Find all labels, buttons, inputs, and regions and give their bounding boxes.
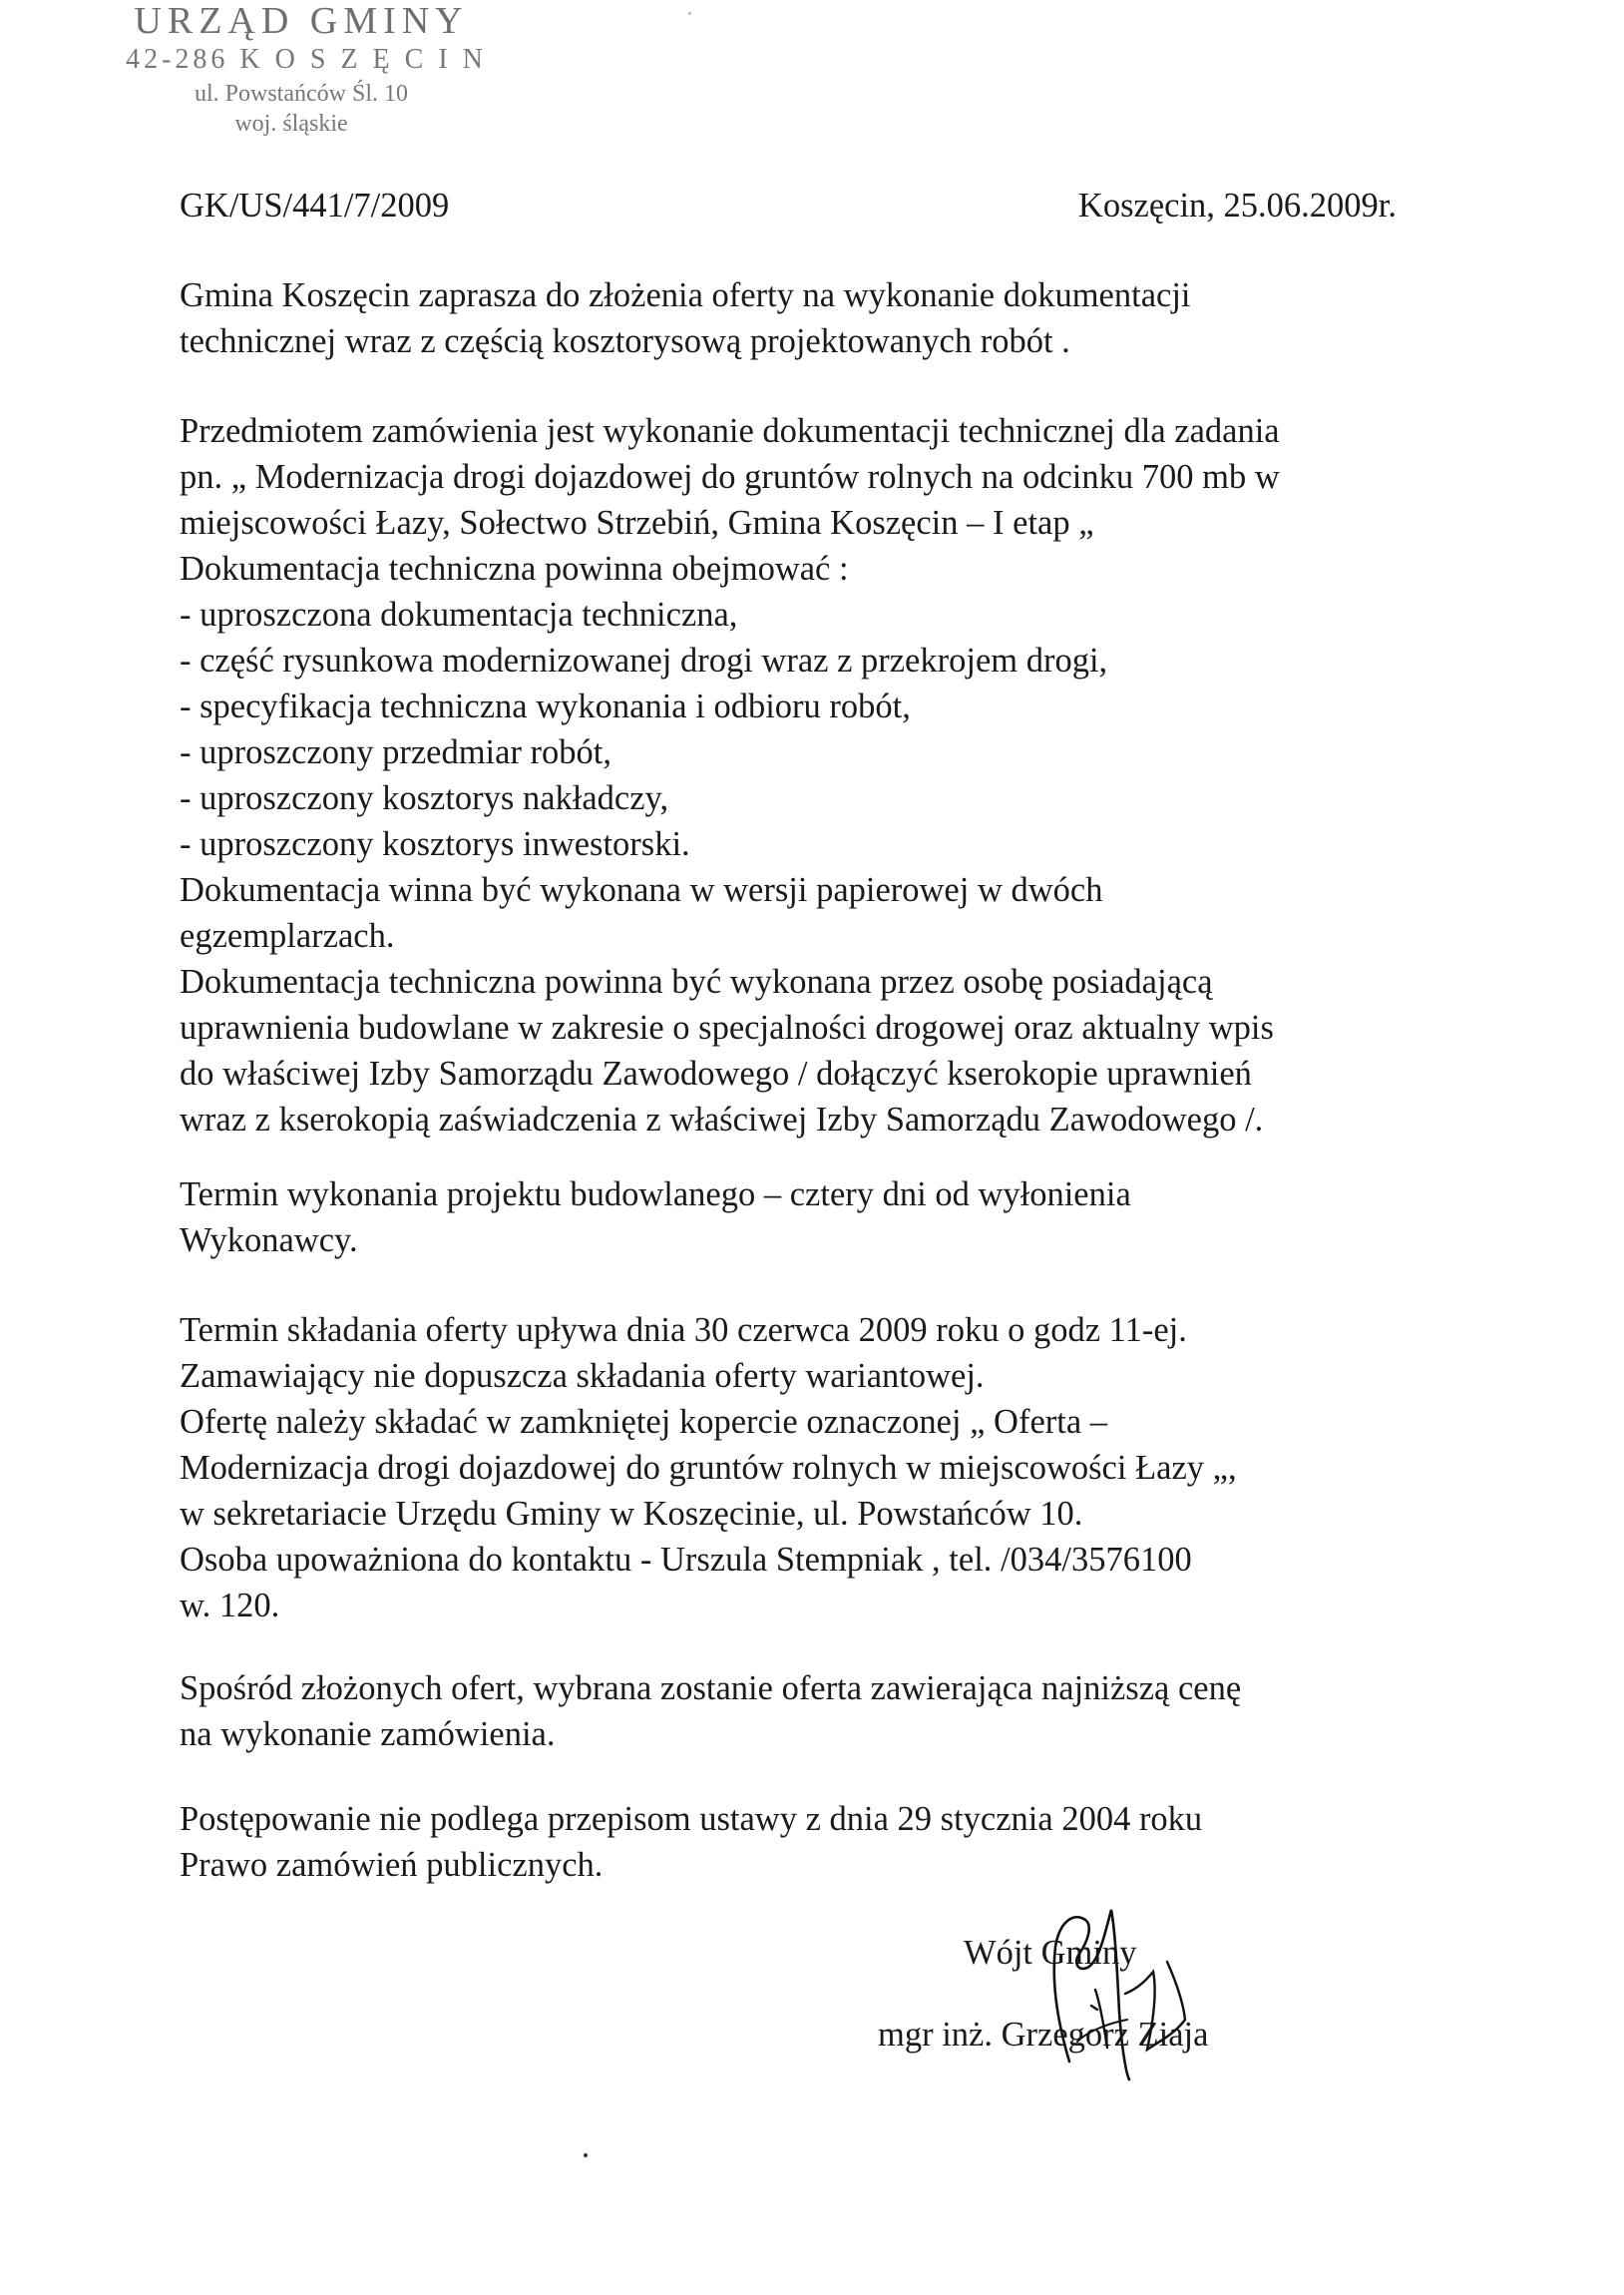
body-line: Prawo zamówień publicznych. xyxy=(180,1846,604,1884)
stamp-office-name: URZĄD GMINY xyxy=(134,0,469,42)
body-line: - część rysunkowa modernizowanej drogi wraz z przekrojem drogi, xyxy=(180,642,1108,680)
body-line: w sekretariacie Urzędu Gminy w Koszęcinie, ul. Powstańców 10. xyxy=(180,1495,1083,1533)
body-line: Termin wykonania projektu budowlanego – cztery dni od wyłonienia xyxy=(180,1175,1131,1213)
body-line: uprawnienia budowlane w zakresie o specjalności drogowej oraz aktualny wpis xyxy=(180,1009,1274,1047)
body-line: na wykonanie zamówienia. xyxy=(180,1715,556,1753)
stamp-street: ul. Powstańców Śl. 10 xyxy=(194,81,408,107)
body-line: do właściwej Izby Samorządu Zawodowego / dołączyć kserokopie uprawnień xyxy=(180,1055,1252,1093)
signatory-name: mgr inż. Grzegorz Ziaja xyxy=(878,2016,1209,2054)
body-line: - specyfikacja techniczna wykonania i odbioru robót, xyxy=(180,688,911,725)
scan-speck xyxy=(584,2153,588,2157)
body-line: Gmina Koszęcin zaprasza do złożenia oferty na wykonanie dokumentacji xyxy=(180,276,1191,314)
body-line: - uproszczona dokumentacja techniczna, xyxy=(180,596,738,634)
body-line: - uproszczony przedmiar robót, xyxy=(180,733,612,771)
body-line: Osoba upoważniona do kontaktu - Urszula Stempniak , tel. /034/3576100 xyxy=(180,1541,1192,1579)
body-line: Ofertę należy składać w zamkniętej kopercie oznaczonej „ Oferta – xyxy=(180,1403,1108,1441)
body-line: Wykonawcy. xyxy=(180,1221,358,1259)
office-stamp xyxy=(126,0,511,137)
body-line: Termin składania oferty upływa dnia 30 czerwca 2009 roku o godz 11-ej. xyxy=(180,1311,1187,1349)
signature-block xyxy=(878,1906,1337,2085)
body-line: Dokumentacja techniczna powinna obejmować : xyxy=(180,550,849,588)
body-line: Postępowanie nie podlega przepisom ustawy z dnia 29 stycznia 2004 roku xyxy=(180,1800,1203,1838)
body-line: w. 120. xyxy=(180,1587,280,1624)
body-line: egzemplarzach. xyxy=(180,917,395,955)
body-line: - uproszczony kosztorys nakładczy, xyxy=(180,779,669,817)
body-line: Dokumentacja winna być wykonana w wersji papierowej w dwóch xyxy=(180,871,1103,909)
body-line: - uproszczony kosztorys inwestorski. xyxy=(180,825,690,863)
body-line: Dokumentacja techniczna powinna być wykonana przez osobę posiadającą xyxy=(180,963,1213,1001)
stamp-zip-city: 42-286 K O S Z Ę C I N xyxy=(126,44,487,75)
reference-number: GK/US/441/7/2009 xyxy=(180,187,450,225)
body-line: Spośród złożonych ofert, wybrana zostanie oferta zawierająca najniższą cenę xyxy=(180,1669,1242,1707)
stamp-voivodeship: woj. śląskie xyxy=(234,111,348,137)
signatory-title: Wójt Gminy xyxy=(964,1934,1137,1972)
body-line: miejscowości Łazy, Sołectwo Strzebiń, Gmina Koszęcin – I etap „ xyxy=(180,504,1094,542)
body-line: Przedmiotem zamówienia jest wykonanie dokumentacji technicznej dla zadania xyxy=(180,412,1280,450)
body-line: wraz z kserokopią zaświadczenia z właściwej Izby Samorządu Zawodowego /. xyxy=(180,1101,1264,1139)
body-line: Modernizacja drogi dojazdowej do gruntów rolnych w miejscowości Łazy „, xyxy=(180,1449,1237,1487)
handwritten-signature xyxy=(1008,1902,1197,2081)
body-line: Zamawiający nie dopuszcza składania oferty wariantowej. xyxy=(180,1357,985,1395)
place-date: Koszęcin, 25.06.2009r. xyxy=(1077,187,1397,225)
scan-speck xyxy=(688,12,691,15)
body-line: technicznej wraz z częścią kosztorysową projektowanych robót . xyxy=(180,322,1070,360)
body-line: pn. „ Modernizacja drogi dojazdowej do gruntów rolnych na odcinku 700 mb w xyxy=(180,458,1280,496)
